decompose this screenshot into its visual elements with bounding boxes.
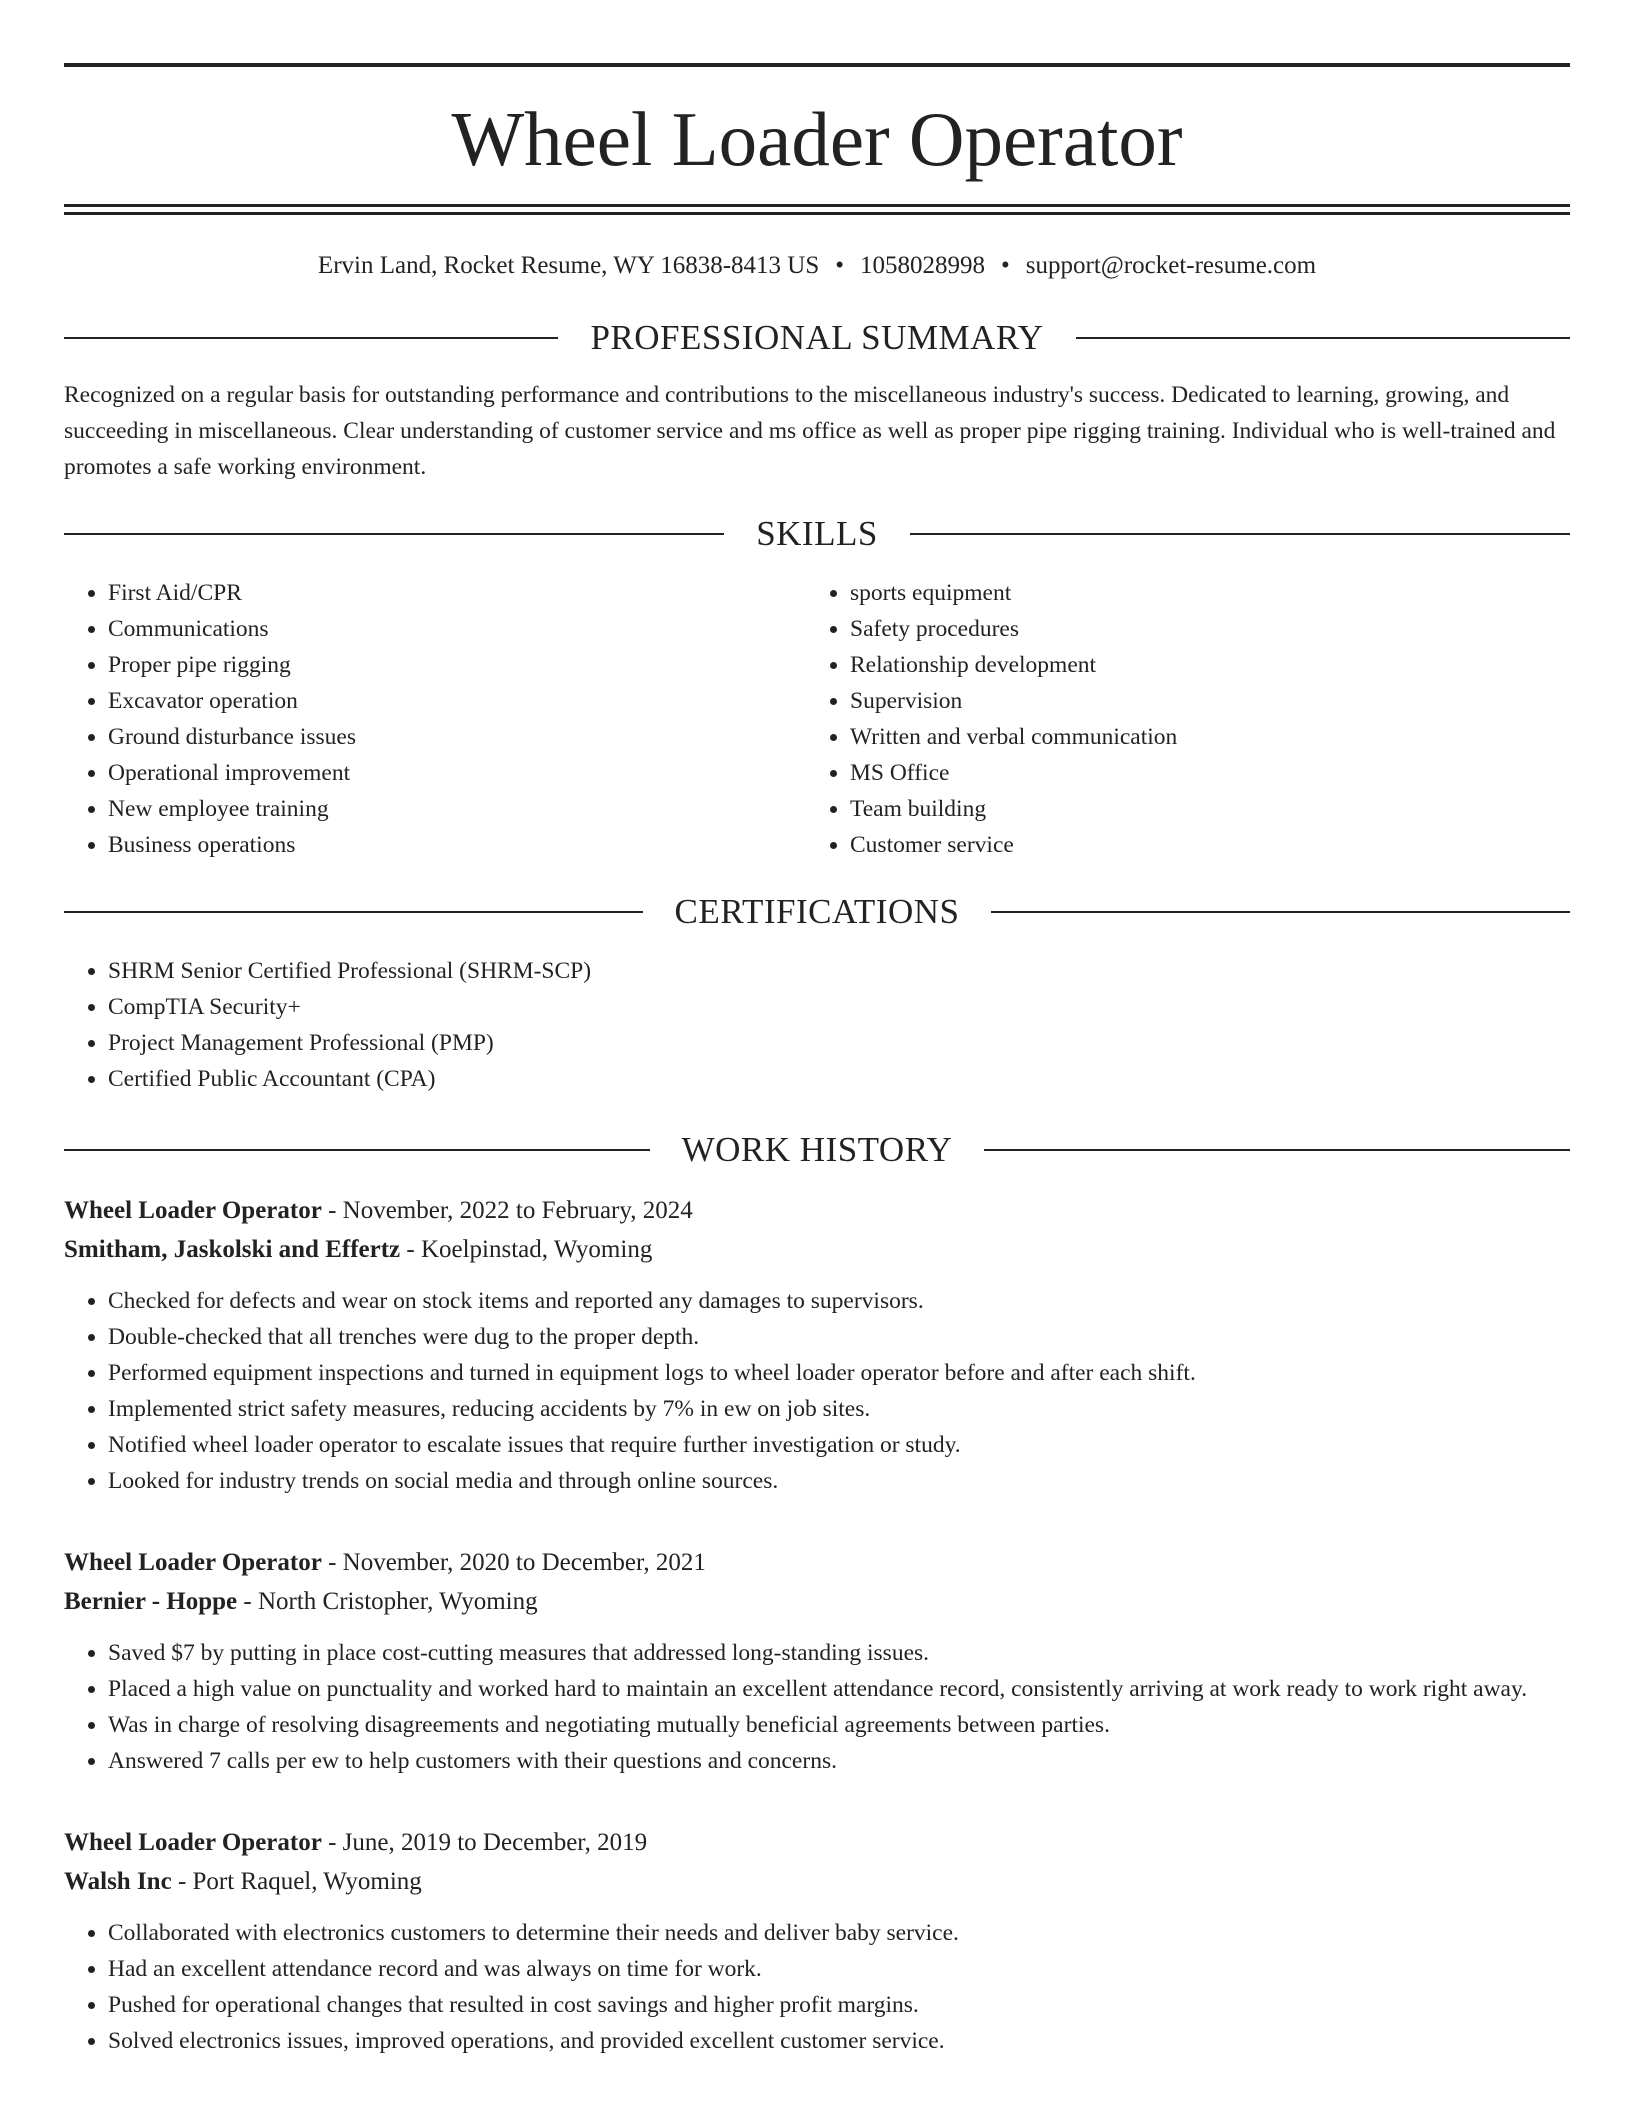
work-history-section-heading <box>64 1131 1570 1169</box>
job-title-line <box>64 1823 1570 1862</box>
contact-separator: • <box>835 252 845 279</box>
job-location: - Port Raquel, Wyoming <box>171 1868 422 1895</box>
job-dates: - November, 2020 to December, 2021 <box>321 1549 706 1576</box>
heading-rule-left <box>64 911 643 913</box>
skills-column-right <box>806 575 1548 863</box>
heading-rule-right <box>1076 337 1570 339</box>
job-location: - Koelpinstad, Wyoming <box>400 1236 653 1263</box>
list-item: • Answered 7 calls per ew to help customers with their questions and concerns. <box>108 1743 1570 1779</box>
heading-rule-left <box>64 1149 650 1151</box>
list-item: • Project Management Professional (PMP) <box>108 1025 1570 1061</box>
resume-title: Wheel Loader Operator <box>451 96 1183 182</box>
summary-text: Recognized on a regular basis for outstanding performance and contributions to the miscellaneous industry's success. Dedicated to learning, growing, and succeeding in miscellaneous. Clear understanding of customer service and ms office as well as proper pipe rigging training. Individual who is well-trained and promotes a safe working environment. <box>64 382 1556 480</box>
list-item: • Team building <box>850 791 1548 827</box>
list-item: • Saved $7 by putting in place cost-cutting measures that addressed long-standing issues. <box>108 1635 1570 1671</box>
skills-column-left <box>64 575 806 863</box>
heading-rule-right <box>910 533 1570 535</box>
job-role: Wheel Loader Operator <box>64 1197 322 1224</box>
heading-rule-left <box>64 337 558 339</box>
certifications-heading-label: CERTIFICATIONS <box>674 892 960 931</box>
summary-heading-label: PROFESSIONAL SUMMARY <box>590 318 1044 357</box>
job-duties-list <box>64 1283 1570 1499</box>
list-item: • New employee training <box>108 791 806 827</box>
list-item: • Implemented strict safety measures, reducing accidents by 7% in ew on job sites. <box>108 1391 1570 1427</box>
list-item: • Had an excellent attendance record and was always on time for work. <box>108 1951 1570 1987</box>
list-item: • Checked for defects and wear on stock items and reported any damages to supervisors. <box>108 1283 1570 1319</box>
list-item: • Collaborated with electronics customers to determine their needs and deliver baby service. <box>108 1915 1570 1951</box>
job-entry <box>64 1543 1570 1779</box>
list-item: • Communications <box>108 611 806 647</box>
resume-content <box>64 63 1570 2059</box>
list-item: • Certified Public Accountant (CPA) <box>108 1061 1570 1097</box>
heading-rule-right <box>984 1149 1570 1151</box>
list-item: • Double-checked that all trenches were dug to the proper depth. <box>108 1319 1570 1355</box>
skills-heading-label: SKILLS <box>756 514 878 553</box>
list-item: • Supervision <box>850 683 1548 719</box>
contact-separator: • <box>1001 252 1010 279</box>
list-item: • Ground disturbance issues <box>108 719 806 755</box>
job-company-line <box>64 1230 1570 1269</box>
certifications-section-heading <box>64 893 1570 931</box>
skills-list-right <box>806 575 1548 863</box>
title-double-rule <box>64 204 1570 215</box>
top-rule <box>64 63 1570 67</box>
work-history-list <box>64 1191 1570 2059</box>
list-item: • Notified wheel loader operator to escalate issues that require further investigation or study. <box>108 1427 1570 1463</box>
list-item: • Looked for industry trends on social media and through online sources. <box>108 1463 1570 1499</box>
work-history-heading-label: WORK HISTORY <box>681 1130 953 1169</box>
list-item: • SHRM Senior Certified Professional (SHRM-SCP) <box>108 953 1570 989</box>
summary-section-heading <box>64 319 1570 357</box>
job-duties-list <box>64 1635 1570 1779</box>
list-item: • CompTIA Security+ <box>108 989 1570 1025</box>
job-role: Wheel Loader Operator <box>64 1549 322 1576</box>
job-duties-list <box>64 1915 1570 2059</box>
job-title-line <box>64 1191 1570 1230</box>
list-item: • Pushed for operational changes that resulted in cost savings and higher profit margins. <box>108 1987 1570 2023</box>
contact-email: support@rocket-resume.com <box>1025 252 1317 279</box>
job-company-line <box>64 1862 1570 1901</box>
job-company: Walsh Inc <box>64 1868 172 1895</box>
job-role: Wheel Loader Operator <box>64 1829 322 1856</box>
list-item: • Business operations <box>108 827 806 863</box>
job-company: Bernier - Hoppe <box>64 1588 238 1615</box>
list-item: • Excavator operation <box>108 683 806 719</box>
heading-rule-left <box>64 533 724 535</box>
list-item: • Placed a high value on punctuality and worked hard to maintain an excellent attendance record, consistently arriving at work ready to work right away. <box>108 1671 1570 1707</box>
list-item: • Safety procedures <box>850 611 1548 647</box>
list-item: • Proper pipe rigging <box>108 647 806 683</box>
job-dates: - June, 2019 to December, 2019 <box>321 1829 648 1856</box>
list-item: • Relationship development <box>850 647 1548 683</box>
certifications-block <box>64 953 1570 1097</box>
job-entry <box>64 1191 1570 1499</box>
heading-rule-right <box>991 911 1570 913</box>
list-item: • sports equipment <box>850 575 1548 611</box>
job-company: Smitham, Jaskolski and Effertz <box>64 1236 401 1263</box>
skills-grid <box>64 575 1570 863</box>
skills-list-left <box>64 575 806 863</box>
list-item: • MS Office <box>850 755 1548 791</box>
contact-phone: 1058028998 <box>860 252 986 279</box>
skills-section-heading <box>64 515 1570 553</box>
list-item: • Customer service <box>850 827 1548 863</box>
list-item: • Operational improvement <box>108 755 806 791</box>
list-item: • Performed equipment inspections and turned in equipment logs to wheel loader operator before and after each shift. <box>108 1355 1570 1391</box>
job-dates: - November, 2022 to February, 2024 <box>321 1197 693 1224</box>
list-item: • Solved electronics issues, improved operations, and provided excellent customer service. <box>108 2023 1570 2059</box>
job-title-line <box>64 1543 1570 1582</box>
job-entry <box>64 1823 1570 2059</box>
list-item: • Written and verbal communication <box>850 719 1548 755</box>
contact-line <box>64 251 1570 281</box>
list-item: • First Aid/CPR <box>108 575 806 611</box>
contact-address: Ervin Land, Rocket Resume, WY 16838-8413 US <box>317 252 820 279</box>
certifications-list <box>64 953 1570 1097</box>
job-company-line <box>64 1582 1570 1621</box>
job-location: - North Cristopher, Wyoming <box>237 1588 538 1615</box>
list-item: • Was in charge of resolving disagreements and negotiating mutually beneficial agreements between parties. <box>108 1707 1570 1743</box>
